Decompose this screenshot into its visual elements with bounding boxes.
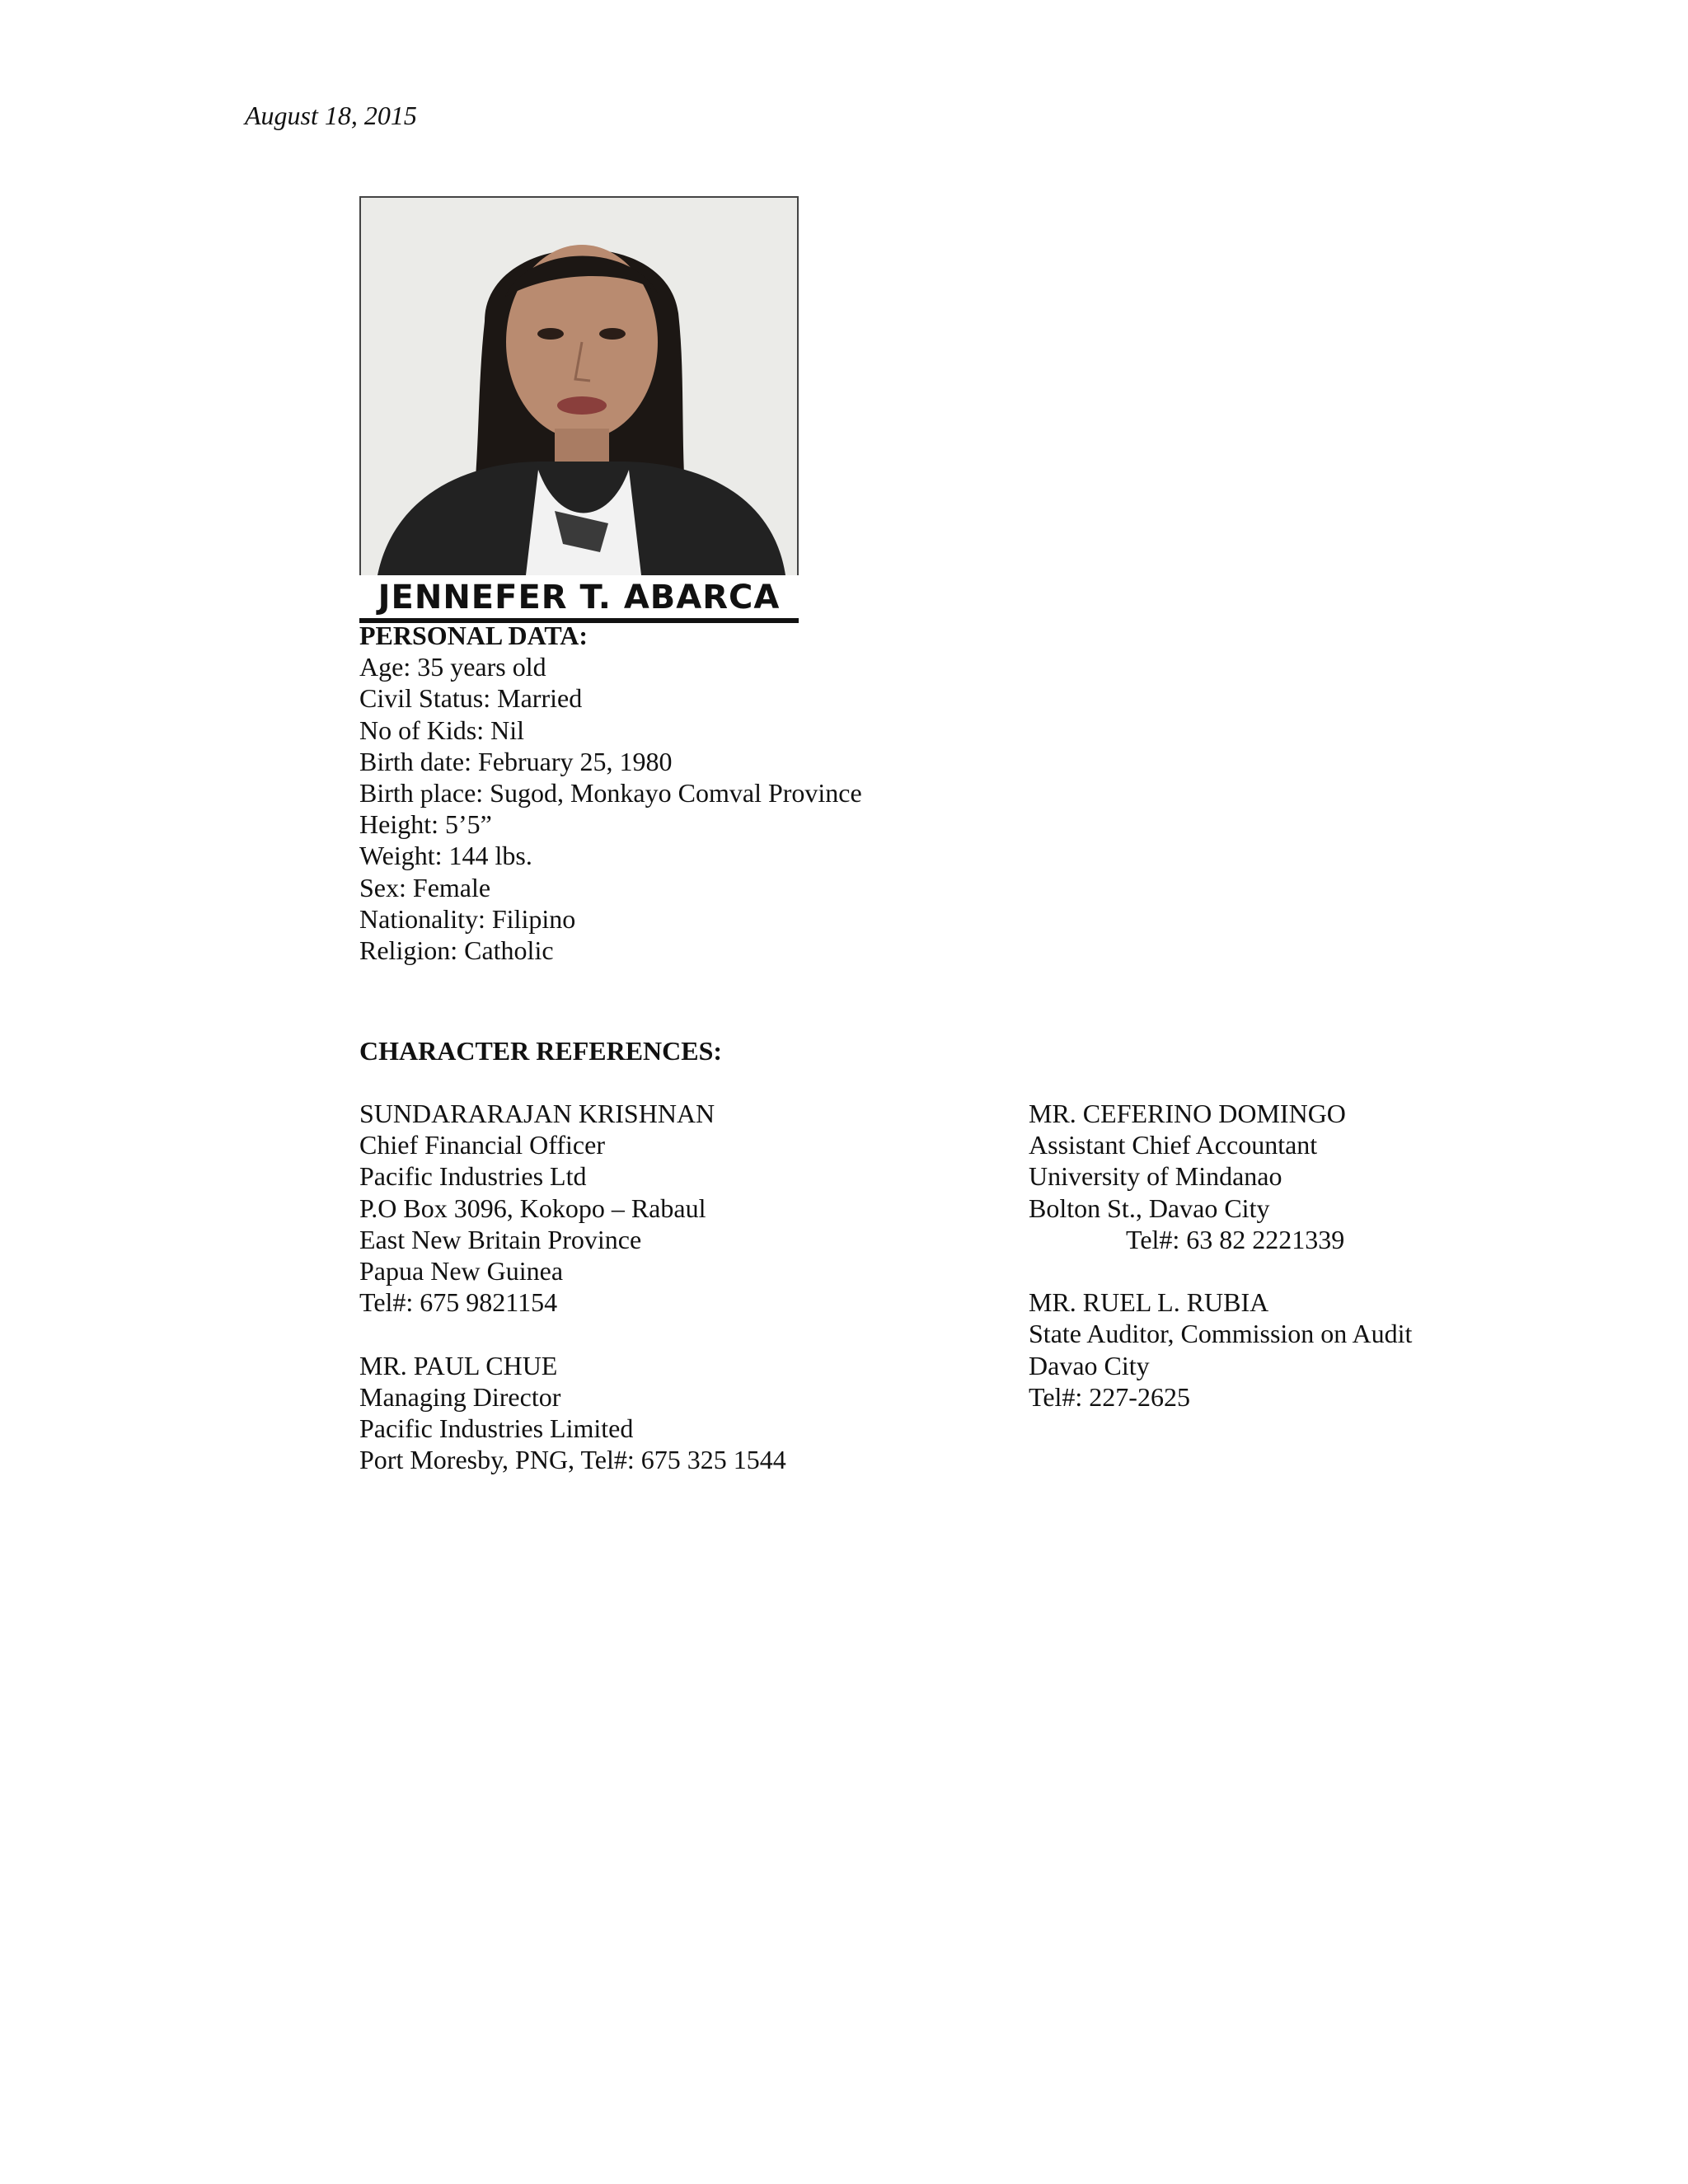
reference-line: Bolton St., Davao City <box>1029 1193 1270 1223</box>
reference-line: Pacific Industries Limited <box>359 1413 634 1444</box>
reference-line: Port Moresby, PNG, Tel#: 675 325 1544 <box>359 1445 786 1475</box>
document-date: August 18, 2015 <box>245 101 417 130</box>
reference-line: Managing Director <box>359 1381 561 1412</box>
reference-line: SUNDARARAJAN KRISHNAN <box>359 1099 715 1128</box>
reference-line: Tel#: 63 82 2221339 <box>1126 1224 1345 1254</box>
personal-data-line: Weight: 144 lbs. <box>359 841 532 871</box>
references-left-column <box>359 1098 786 1507</box>
personal-data-line: Height: 5’5” <box>359 809 492 840</box>
character-references-heading: CHARACTER REFERENCES: <box>359 1036 723 1066</box>
personal-data-line: Sex: Female <box>359 872 491 902</box>
id-photo-block <box>359 196 799 623</box>
reference-line: University of Mindanao <box>1029 1161 1282 1192</box>
reference-line: Davao City <box>1029 1350 1150 1380</box>
portrait-illustration <box>361 198 797 575</box>
reference-entry <box>359 1350 786 1476</box>
personal-data-line: Religion: Catholic <box>359 935 554 966</box>
personal-data-line: Age: 35 years old <box>359 652 546 682</box>
personal-data-heading: PERSONAL DATA: <box>359 621 588 650</box>
reference-line: MR. PAUL CHUE <box>359 1350 558 1380</box>
personal-data-line: Civil Status: Married <box>359 683 583 714</box>
reference-line: East New Britain Province <box>359 1224 642 1254</box>
personal-data-line: Birth place: Sugod, Monkayo Comval Province <box>359 778 862 808</box>
reference-line: P.O Box 3096, Kokopo – Rabaul <box>359 1193 706 1223</box>
reference-line: MR. CEFERINO DOMINGO <box>1029 1099 1346 1128</box>
reference-line: Papua New Guinea <box>359 1256 564 1286</box>
photo-name-banner: JENNEFER T. ABARCA <box>359 575 799 623</box>
personal-data-section <box>359 620 862 966</box>
portrait-photo <box>359 196 799 575</box>
reference-line: Tel#: 227-2625 <box>1029 1381 1190 1412</box>
reference-line: Chief Financial Officer <box>359 1130 605 1160</box>
personal-data-line: No of Kids: Nil <box>359 715 524 745</box>
reference-line: MR. RUEL L. RUBIA <box>1029 1287 1269 1318</box>
references-right-column <box>1029 1098 1412 1444</box>
reference-line: Tel#: 675 9821154 <box>359 1287 558 1318</box>
reference-line: State Auditor, Commission on Audit <box>1029 1319 1413 1349</box>
reference-entry <box>359 1098 786 1318</box>
reference-entry <box>1029 1098 1412 1255</box>
personal-data-line: Nationality: Filipino <box>359 903 576 934</box>
reference-entry <box>1029 1286 1412 1413</box>
personal-data-line: Birth date: February 25, 1980 <box>359 746 673 776</box>
reference-line: Pacific Industries Ltd <box>359 1161 587 1192</box>
reference-line: Assistant Chief Accountant <box>1029 1130 1318 1160</box>
